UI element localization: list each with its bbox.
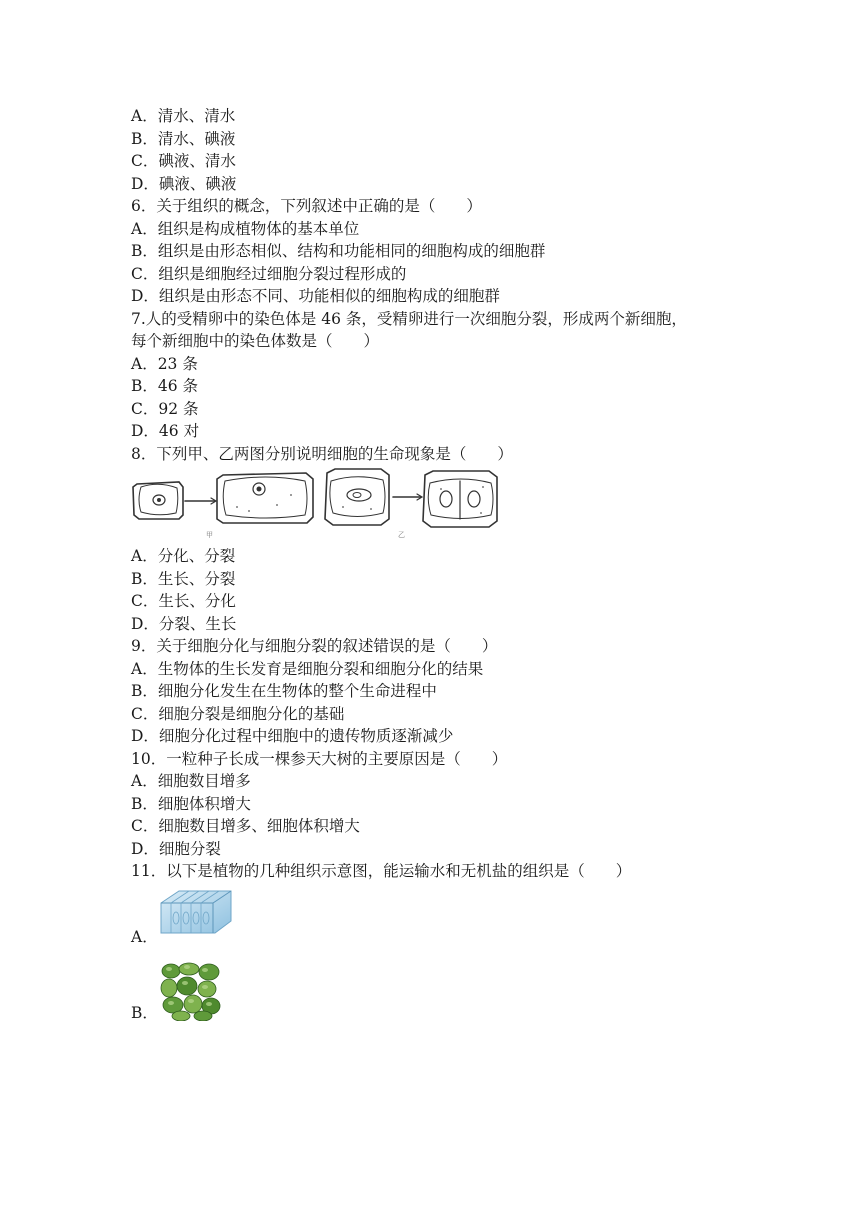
q9-option-b: B．细胞分化发生在生物体的整个生命进程中 xyxy=(131,682,437,700)
q5-option-a: A．清水、清水 xyxy=(131,107,236,125)
q7-stem-line-2: 每个新细胞中的染色体数是（ ） xyxy=(131,332,380,350)
q8-stem: 8．下列甲、乙两图分别说明细胞的生命现象是（ ） xyxy=(131,444,513,463)
conducting-tissue-image xyxy=(159,889,233,935)
q10-option-a: A．细胞数目增多 xyxy=(131,772,251,790)
q6-option-d: D．组织是由形态不同、功能相似的细胞构成的细胞群 xyxy=(131,287,500,305)
q10-option-b: B．细胞体积增大 xyxy=(131,794,251,813)
q11-option-a-label: A． xyxy=(131,928,158,946)
q5-option-c: C．碘液、清水 xyxy=(131,152,236,170)
q7-option-b: B．46 条 xyxy=(131,377,199,395)
q8-option-c: C．生长、分化 xyxy=(131,592,236,610)
q5-option-d: D．碘液、碘液 xyxy=(131,174,237,193)
cell-diagram xyxy=(131,467,511,539)
q10-option-d: D．细胞分裂 xyxy=(131,839,221,858)
figure-label-jia: 甲 xyxy=(206,531,213,539)
figure-label-yi: 乙 xyxy=(398,531,405,539)
cell-change-figure xyxy=(131,467,511,539)
q6-stem: 6．关于组织的概念，下列叙述中正确的是（ ） xyxy=(131,197,482,215)
q10-option-c: C．细胞数目增多、细胞体积增大 xyxy=(131,817,360,835)
q8-option-d: D．分裂、生长 xyxy=(131,614,237,633)
parenchyma-tissue-image xyxy=(159,961,223,1021)
q5-option-b: B．清水、碘液 xyxy=(131,129,236,148)
q9-option-a: A．生物体的生长发育是细胞分裂和细胞分化的结果 xyxy=(131,659,484,678)
q7-stem-line-1: 7.人的受精卵中的染色体是 46 条，受精卵进行一次细胞分裂，形成两个新细胞， xyxy=(131,309,687,328)
q9-stem: 9．关于细胞分化与细胞分裂的叙述错误的是（ ） xyxy=(131,637,498,655)
q9-option-c: C．细胞分裂是细胞分化的基础 xyxy=(131,704,345,723)
q6-option-b: B．组织是由形态相似、结构和功能相同的细胞构成的细胞群 xyxy=(131,242,546,260)
q8-option-a: A．分化、分裂 xyxy=(131,547,236,565)
q11-option-b xyxy=(131,961,731,1025)
q10-stem: 10．一粒种子长成一棵参天大树的主要原因是（ ） xyxy=(131,749,508,768)
q6-option-c: C．组织是细胞经过细胞分裂过程形成的 xyxy=(131,264,407,283)
q7-option-a: A．23 条 xyxy=(131,354,198,373)
q6-option-a: A．组织是构成植物体的基本单位 xyxy=(131,219,360,238)
q11-option-a xyxy=(131,889,731,949)
worksheet-page xyxy=(131,105,731,1025)
q11-stem: 11．以下是植物的几种组织示意图，能运输水和无机盐的组织是（ ） xyxy=(131,862,632,880)
q11-option-b-label: B． xyxy=(131,1004,158,1022)
q9-option-d: D．细胞分化过程中细胞中的遗传物质逐渐减少 xyxy=(131,727,454,745)
q7-option-c: C．92 条 xyxy=(131,399,199,418)
q8-option-b: B．生长、分裂 xyxy=(131,569,236,588)
q7-option-d: D．46 对 xyxy=(131,422,200,440)
